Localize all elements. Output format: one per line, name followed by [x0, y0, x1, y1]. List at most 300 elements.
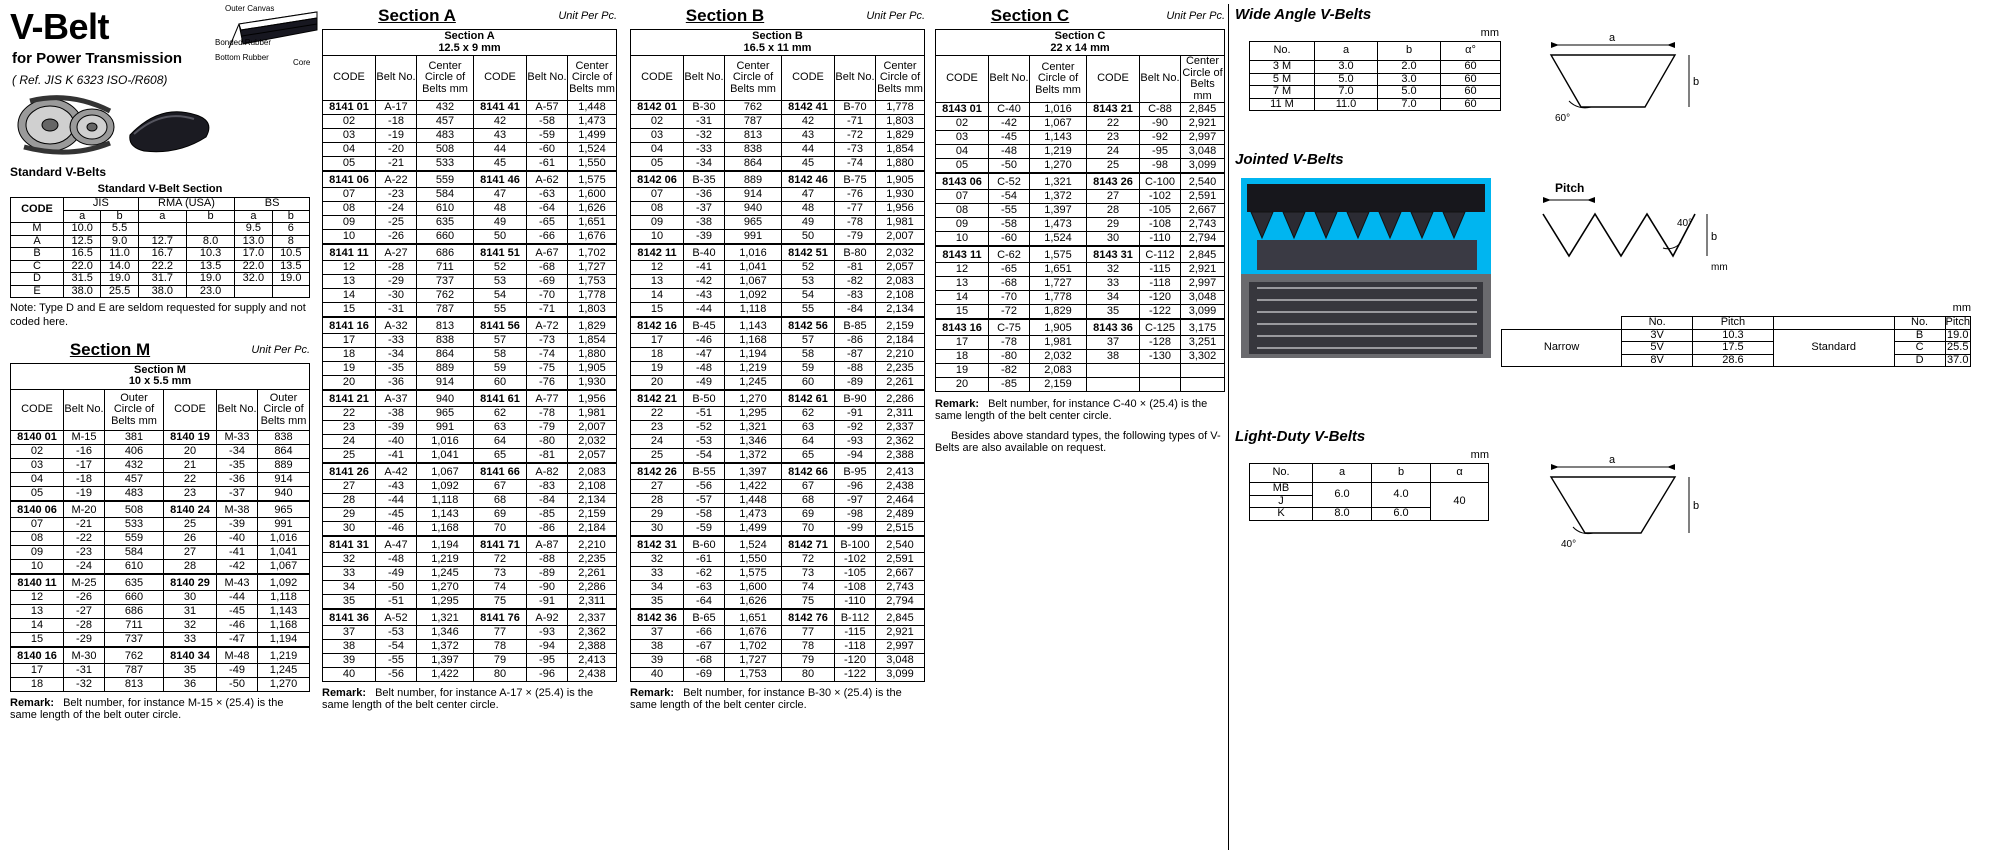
- cell-belt-no: -76: [835, 188, 876, 202]
- col-header-code: CODE: [164, 389, 217, 430]
- col-header-a: a: [1313, 464, 1372, 483]
- col-header-belt-no: Belt No.: [835, 56, 876, 101]
- cell-circle: 838: [417, 334, 474, 348]
- cell-jis-a: 10.0: [64, 223, 101, 236]
- section-c-body: [936, 103, 1225, 392]
- cell-circle: 2,083: [1030, 364, 1087, 378]
- remark-label: Remark:: [630, 687, 675, 700]
- cell-belt-no: -67: [684, 640, 725, 654]
- cell-belt-no: -122: [1140, 305, 1181, 320]
- section-m-remark: [10, 697, 310, 721]
- cell-code: 14: [11, 618, 64, 632]
- col-header-no: No.: [1622, 317, 1693, 330]
- cell-code: 34: [1087, 291, 1140, 305]
- cell-belt-no: B-100: [835, 536, 876, 553]
- cell-code: 8142 11: [631, 244, 684, 261]
- cell-belt-no: -95: [1140, 145, 1181, 159]
- col-header-alpha: α: [1431, 464, 1489, 483]
- cell-code: 47: [782, 188, 835, 202]
- cell-circle: 711: [417, 261, 474, 275]
- cell-code: 8143 16: [936, 319, 989, 336]
- cell-belt-no: B-60: [684, 536, 725, 553]
- light-duty-unit: mm: [1470, 449, 1489, 461]
- cell-circle: 2,007: [568, 421, 617, 435]
- cell-circle: 1,194: [417, 536, 474, 553]
- cell-code: 28: [323, 494, 376, 508]
- cell-belt-no: -23: [64, 545, 105, 559]
- cell-belt-no: B-85: [835, 317, 876, 334]
- cell-belt-no: -72: [835, 129, 876, 143]
- cell-belt-no: A-92: [527, 609, 568, 626]
- cell-circle: 1,473: [725, 508, 782, 522]
- cell-code: 35: [323, 595, 376, 610]
- cell-code: 29: [323, 508, 376, 522]
- table-row: [11, 647, 310, 664]
- cell-circle: 711: [105, 618, 164, 632]
- table-row: [631, 480, 925, 494]
- cell-belt-no: -26: [64, 590, 105, 604]
- cell-belt-no: -85: [989, 378, 1030, 392]
- cell-belt-no: C-112: [1140, 246, 1181, 263]
- cell-code: 8140 11: [11, 574, 64, 591]
- col-header-code: CODE: [1087, 56, 1140, 103]
- cell-code: 10: [11, 559, 64, 574]
- cell-code: 8142 31: [631, 536, 684, 553]
- cell-circle: 1,321: [725, 421, 782, 435]
- table-row: [936, 277, 1225, 291]
- cell-circle: 2,235: [568, 553, 617, 567]
- remark-label: Remark:: [322, 687, 367, 700]
- cell-belt-no: -48: [376, 553, 417, 567]
- cell-belt-no: -39: [684, 230, 725, 245]
- cell-belt-no: -29: [376, 275, 417, 289]
- table-row: [631, 216, 925, 230]
- cell-circle: 1,448: [568, 101, 617, 115]
- cell-code: 22: [164, 472, 217, 486]
- cell-belt-no: -45: [217, 604, 258, 618]
- table-row: [631, 261, 925, 275]
- cell-belt-no: B-90: [835, 390, 876, 407]
- cell-code: 62: [782, 407, 835, 421]
- cell-code: 17: [631, 334, 684, 348]
- section-m-table: [10, 363, 310, 692]
- cell-code: 44: [782, 143, 835, 157]
- cell-belt-no: -75: [527, 362, 568, 376]
- cell-code: 22: [631, 407, 684, 421]
- cell-circle: 1,854: [568, 334, 617, 348]
- table-row: [323, 101, 617, 115]
- table-row: [323, 463, 617, 480]
- cell-code: 04: [936, 145, 989, 159]
- cell-belt-no: -34: [376, 348, 417, 362]
- cell-circle: 1,067: [258, 559, 310, 574]
- section-c-unit: Unit Per Pc.: [1166, 10, 1225, 22]
- table-row: [936, 364, 1225, 378]
- table-row: [11, 559, 310, 574]
- cell-belt-no: -102: [1140, 190, 1181, 204]
- cell-circle: 2,235: [876, 362, 925, 376]
- cell-circle: 3,048: [876, 654, 925, 668]
- left-column: [10, 6, 310, 721]
- table-row: [1250, 483, 1489, 496]
- jointed-pitch-diagram: [1535, 170, 1735, 290]
- cell-code: 23: [164, 486, 217, 501]
- table-row: [1250, 61, 1501, 74]
- cell-code: 8142 26: [631, 463, 684, 480]
- cell-code: 02: [631, 115, 684, 129]
- type-de-note: Note: Type D and E are seldom requested for supply and not coded here.: [10, 302, 306, 329]
- table-row: [11, 260, 310, 273]
- table-row: [936, 350, 1225, 364]
- cell-belt-no: -83: [835, 289, 876, 303]
- table-row: [631, 376, 925, 391]
- cell-belt-no: -96: [527, 668, 568, 682]
- cell-code: 12: [323, 261, 376, 275]
- section-c-column: [935, 6, 1225, 454]
- cell-belt-no: -25: [376, 216, 417, 230]
- cell-circle: 965: [417, 407, 474, 421]
- cell-code: 8142 06: [631, 171, 684, 188]
- cell-code: 8142 76: [782, 609, 835, 626]
- table-row: [323, 261, 617, 275]
- cell-code: B: [11, 248, 64, 261]
- cell-code: 79: [782, 654, 835, 668]
- cell-rma-b: 23.0: [186, 285, 234, 298]
- cell-alpha: 60: [1441, 73, 1501, 86]
- cell-code: 50: [782, 230, 835, 245]
- cell-circle: 1,194: [258, 632, 310, 647]
- cell-circle: 1,880: [876, 157, 925, 172]
- cell-code: 65: [782, 449, 835, 464]
- cell-a: 7.0: [1315, 86, 1378, 99]
- cell-belt-no: -49: [684, 376, 725, 391]
- cell-belt-no: -36: [376, 376, 417, 391]
- cell-circle: 1,118: [417, 494, 474, 508]
- cell-code: [1087, 364, 1140, 378]
- cell-belt-no: -37: [217, 486, 258, 501]
- section-c-remark-2: Besides above standard types, the following types of V-Belts are also available on request.: [935, 430, 1221, 455]
- cell-code: 42: [782, 115, 835, 129]
- table-row: [323, 480, 617, 494]
- cell-code: 63: [782, 421, 835, 435]
- table-row: [11, 517, 310, 531]
- cell-circle: 1,956: [876, 202, 925, 216]
- cell-belt-no: -58: [684, 508, 725, 522]
- table-row: [936, 103, 1225, 117]
- cell-code: 34: [631, 581, 684, 595]
- wide-angle-title: Wide Angle V-Belts: [1235, 6, 1372, 23]
- wide-angle-table: [1249, 41, 1501, 111]
- col-header-code: CODE: [936, 56, 989, 103]
- cell-belt-no: A-17: [376, 101, 417, 115]
- cell-belt-no: -105: [1140, 204, 1181, 218]
- cell-code: 34: [323, 581, 376, 595]
- table-row: [323, 553, 617, 567]
- cell-bs-b: 6: [272, 223, 309, 236]
- cell-code: 05: [323, 157, 376, 172]
- cell-belt-no: B-65: [684, 609, 725, 626]
- table-row: [631, 230, 925, 245]
- cell-rma-a: 38.0: [138, 285, 186, 298]
- cell-circle: 1,397: [725, 463, 782, 480]
- cell-belt-no: [1140, 364, 1181, 378]
- section-a-unit: Unit Per Pc.: [558, 10, 617, 22]
- cell-circle: 1,041: [725, 261, 782, 275]
- cell-belt-no: -50: [989, 159, 1030, 174]
- cell-circle: 1,270: [725, 390, 782, 407]
- col-header-belt-no: Belt No.: [64, 389, 105, 430]
- cell-code: 25: [631, 449, 684, 464]
- standard-section-table-wrap: [10, 183, 310, 298]
- cell-belt-no: -31: [684, 115, 725, 129]
- table-row: [631, 275, 925, 289]
- cell-belt-no: M-30: [64, 647, 105, 664]
- cell-belt-no: -38: [376, 407, 417, 421]
- cell-no: C: [1894, 342, 1945, 355]
- cell-code: 8142 51: [782, 244, 835, 261]
- cell-circle: 1,143: [725, 317, 782, 334]
- cell-belt-no: C-100: [1140, 173, 1181, 190]
- cell-circle: 2,667: [876, 567, 925, 581]
- cell-b: 6.0: [1372, 508, 1431, 521]
- section-b-remark: [630, 687, 925, 711]
- cell-code: 08: [323, 202, 376, 216]
- cell-code: 04: [323, 143, 376, 157]
- cell-code: 55: [782, 303, 835, 318]
- svg-text:mm: mm: [1711, 262, 1728, 273]
- table-row: [323, 157, 617, 172]
- cell-code: 40: [323, 668, 376, 682]
- cell-circle: 1,346: [725, 435, 782, 449]
- cell-belt-no: -95: [527, 654, 568, 668]
- cell-circle: 1,270: [1030, 159, 1087, 174]
- cell-circle: 762: [725, 101, 782, 115]
- cell-belt-no: -91: [527, 595, 568, 610]
- cell-circle: 787: [417, 303, 474, 318]
- cell-a: 5.0: [1315, 73, 1378, 86]
- cell-circle: 381: [105, 430, 164, 444]
- section-a-subtitle: Section A: [444, 30, 495, 42]
- cell-circle: 2,083: [876, 275, 925, 289]
- cell-code: 05: [631, 157, 684, 172]
- cell-circle: 1,499: [568, 129, 617, 143]
- cell-circle: 2,921: [1181, 117, 1225, 131]
- cell-belt-no: M-43: [217, 574, 258, 591]
- cell-b: 2.0: [1378, 61, 1441, 74]
- cell-code: 72: [782, 553, 835, 567]
- table-row: [1250, 73, 1501, 86]
- cell-circle: 2,032: [876, 244, 925, 261]
- cell-code: 20: [323, 376, 376, 391]
- cell-circle: 965: [725, 216, 782, 230]
- table-row: [323, 407, 617, 421]
- cell-circle: 1,778: [568, 289, 617, 303]
- cell-belt-no: -118: [1140, 277, 1181, 291]
- cell-circle: 2,794: [876, 595, 925, 610]
- col-header-no: No.: [1250, 464, 1313, 483]
- table-row: [11, 632, 310, 647]
- cell-belt-no: A-52: [376, 609, 417, 626]
- table-row: [631, 626, 925, 640]
- cell-code: 80: [474, 668, 527, 682]
- cell-belt-no: -69: [684, 668, 725, 682]
- cell-belt-no: -94: [527, 640, 568, 654]
- cell-belt-no: -76: [527, 376, 568, 391]
- col-header-center-circle: Center Circle of Belts mm: [876, 56, 925, 101]
- table-row: [631, 334, 925, 348]
- table-row: [631, 115, 925, 129]
- cell-code: 09: [631, 216, 684, 230]
- cell-circle: 660: [105, 590, 164, 604]
- cell-belt-no: B-50: [684, 390, 725, 407]
- cell-code: 8140 16: [11, 647, 64, 664]
- cell-circle: 2,311: [876, 407, 925, 421]
- cell-belt-no: -63: [527, 188, 568, 202]
- cell-jis-a: 12.5: [64, 235, 101, 248]
- cell-belt-no: -18: [64, 472, 105, 486]
- cell-circle: 3,099: [1181, 159, 1225, 174]
- table-row: [323, 421, 617, 435]
- cell-alpha: 60: [1441, 98, 1501, 111]
- table-row: [323, 171, 617, 188]
- cell-belt-no: -24: [376, 202, 417, 216]
- cell-code: 40: [631, 668, 684, 682]
- table-row: [11, 444, 310, 458]
- cell-code: [1087, 378, 1140, 392]
- cell-belt-no: B-75: [835, 171, 876, 188]
- cell-code: 12: [631, 261, 684, 275]
- cell-belt-no: B-112: [835, 609, 876, 626]
- cell-belt-no: C-40: [989, 103, 1030, 117]
- cell-code: 67: [782, 480, 835, 494]
- cell-alpha: 60: [1441, 61, 1501, 74]
- cell-pitch: 28.6: [1693, 354, 1774, 367]
- cell-belt-no: -78: [835, 216, 876, 230]
- cell-code: 19: [323, 362, 376, 376]
- wide-angle-unit: mm: [1480, 27, 1499, 39]
- group-header-jis: JIS: [64, 198, 139, 211]
- cell-no: J: [1250, 495, 1313, 508]
- cell-belt-no: A-67: [527, 244, 568, 261]
- label-bottom-rubber: Bottom Rubber: [215, 53, 269, 62]
- cell-code: 75: [782, 595, 835, 610]
- cell-belt-no: -21: [376, 157, 417, 172]
- cell-bs-b: 13.5: [272, 260, 309, 273]
- cell-bs-a: 13.0: [235, 235, 272, 248]
- section-a-table: [322, 29, 617, 682]
- cell-circle: 2,667: [1181, 204, 1225, 218]
- cell-code: 70: [474, 522, 527, 537]
- cell-code: 23: [323, 421, 376, 435]
- cell-belt-no: -18: [376, 115, 417, 129]
- pulley-illustration: [10, 95, 310, 161]
- table-row: [631, 654, 925, 668]
- cell-circle: 1,372: [417, 640, 474, 654]
- cell-code: 64: [474, 435, 527, 449]
- cell-circle: 1,753: [568, 275, 617, 289]
- cell-circle: 1,321: [417, 609, 474, 626]
- cell-code: 8143 06: [936, 173, 989, 190]
- cell-circle: 1,651: [568, 216, 617, 230]
- cell-code: 03: [323, 129, 376, 143]
- cell-belt-no: -60: [527, 143, 568, 157]
- remark-label: Remark:: [10, 696, 55, 709]
- svg-text:40°: 40°: [1561, 539, 1577, 550]
- col-header-belt-no: Belt No.: [217, 389, 258, 430]
- section-c-table: [935, 29, 1225, 392]
- table-row: [323, 654, 617, 668]
- cell-code: 44: [474, 143, 527, 157]
- cell-circle: 1,854: [876, 143, 925, 157]
- cell-circle: 2,337: [876, 421, 925, 435]
- cell-belt-no: -26: [376, 230, 417, 245]
- col-header-belt-no: Belt No.: [684, 56, 725, 101]
- cell-code: 64: [782, 435, 835, 449]
- cell-belt-no: C-62: [989, 246, 1030, 263]
- cell-code: 63: [474, 421, 527, 435]
- cell-belt-no: -74: [527, 348, 568, 362]
- cell-rma-a: 12.7: [138, 235, 186, 248]
- cell-belt-no: -90: [527, 581, 568, 595]
- cell-code: 8142 21: [631, 390, 684, 407]
- cell-code: 32: [631, 553, 684, 567]
- jointed-unit: mm: [1952, 302, 1971, 314]
- cell-belt-no: -66: [684, 626, 725, 640]
- cell-code: 07: [631, 188, 684, 202]
- cell-belt-no: -82: [989, 364, 1030, 378]
- cell-code: 05: [936, 159, 989, 174]
- table-row: [11, 223, 310, 236]
- cell-code: 10: [323, 230, 376, 245]
- cell-no: 11 M: [1250, 98, 1315, 111]
- cell-belt-no: -54: [376, 640, 417, 654]
- cell-belt-no: -69: [527, 275, 568, 289]
- cell-belt-no: -81: [527, 449, 568, 464]
- sub-header-b: b: [101, 210, 138, 223]
- cell-code: 29: [631, 508, 684, 522]
- cell-circle: 2,489: [876, 508, 925, 522]
- table-row: [323, 494, 617, 508]
- table-row: [631, 640, 925, 654]
- cell-b: 3.0: [1378, 73, 1441, 86]
- cell-code: 8141 41: [474, 101, 527, 115]
- table-row: [936, 218, 1225, 232]
- col-header-center-circle: Center Circle of Belts mm: [1182, 55, 1223, 102]
- cell-code: 60: [474, 376, 527, 391]
- cell-belt-no: B-30: [684, 101, 725, 115]
- col-header-center-circle: Center Circle of Belts mm: [725, 56, 782, 101]
- cell-circle: 2,438: [568, 668, 617, 682]
- cell-circle: 864: [725, 157, 782, 172]
- table-row: [631, 101, 925, 115]
- cell-code: 09: [323, 216, 376, 230]
- table-row: [323, 626, 617, 640]
- cell-circle: 2,210: [876, 348, 925, 362]
- table-row: [11, 663, 310, 677]
- cell-circle: 3,251: [1181, 336, 1225, 350]
- cell-code: 32: [164, 618, 217, 632]
- light-duty-table: [1249, 463, 1489, 521]
- cell-circle: 1,473: [1030, 218, 1087, 232]
- cell-circle: 2,286: [568, 581, 617, 595]
- cell-code: M: [11, 223, 64, 236]
- standard-vbelts-label: Standard V-Belts: [10, 165, 107, 179]
- cell-belt-no: -16: [64, 444, 105, 458]
- cell-belt-no: -87: [835, 348, 876, 362]
- section-b-subtitle: Section B: [752, 30, 803, 42]
- cell-belt-no: -56: [376, 668, 417, 682]
- cell-circle: 406: [105, 444, 164, 458]
